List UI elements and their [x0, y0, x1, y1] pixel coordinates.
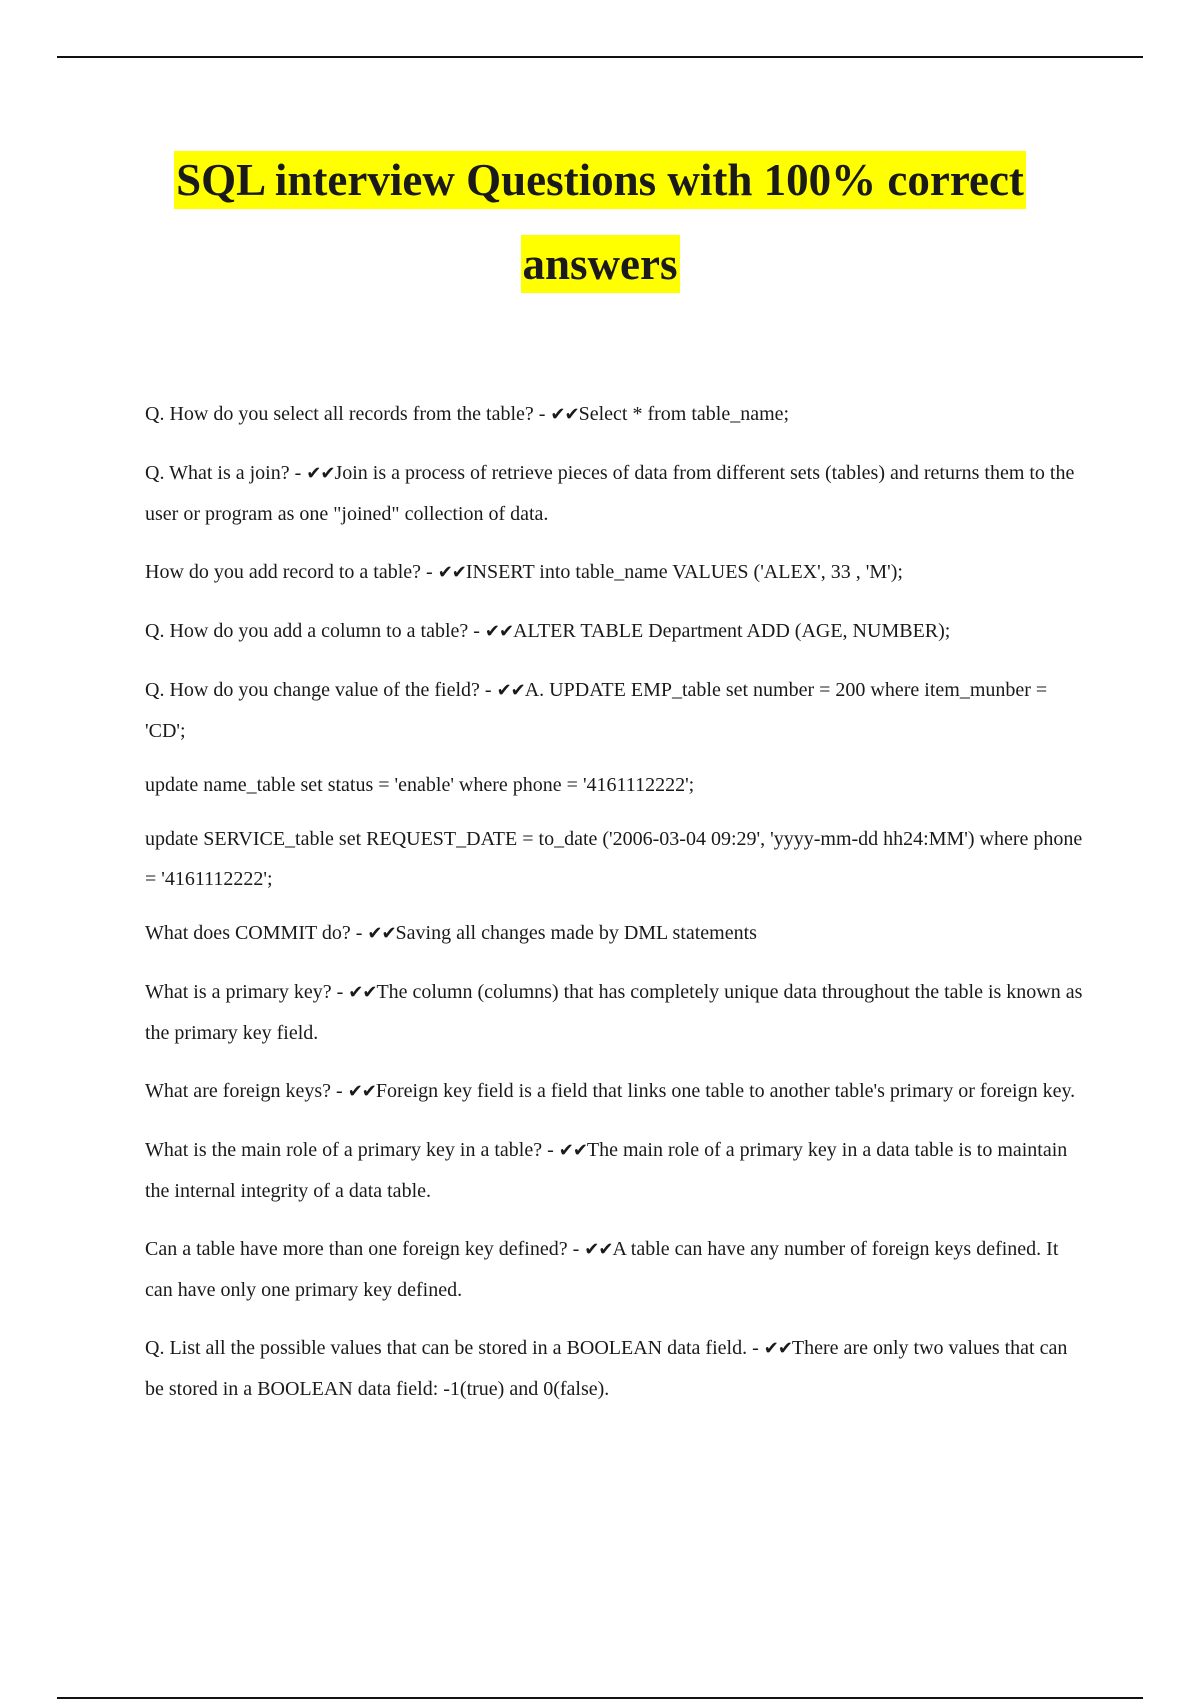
- answer-text: ALTER TABLE Department ADD (AGE, NUMBER);: [513, 620, 951, 642]
- double-check-icon: ✔✔: [348, 982, 377, 1003]
- page-title: [100, 138, 1100, 306]
- title-line-2: answers: [521, 235, 680, 293]
- answer-text: Foreign key field is a field that links one table to another table's primary or foreign key.: [375, 1080, 1076, 1102]
- qa-entry: [145, 552, 1085, 593]
- qa-entry: [145, 1229, 1085, 1310]
- double-check-icon: ✔✔: [484, 621, 514, 642]
- question-text: Q. How do you change value of the field? -: [145, 679, 497, 701]
- answer-text: The main role of a primary key in a data table is to maintain the internal integrity of a data table.: [145, 1139, 1068, 1202]
- answer-text: There are only two values that can be stored in a BOOLEAN data field: -1(true) and 0(false).: [145, 1337, 1068, 1400]
- qa-list: [145, 394, 1085, 1427]
- qa-entry: [145, 453, 1085, 534]
- question-text: What does COMMIT do? -: [145, 922, 368, 944]
- double-check-icon: ✔✔: [550, 404, 579, 425]
- double-check-icon: ✔✔: [347, 1081, 376, 1102]
- qa-entry: [145, 1071, 1085, 1112]
- question-text: What is a primary key? -: [145, 981, 349, 1003]
- bottom-rule: [57, 1697, 1143, 1699]
- question-text: Q. How do you add a column to a table? -: [145, 620, 485, 642]
- answer-text: A table can have any number of foreign keys defined. It can have only one primary key defined.: [145, 1238, 1059, 1301]
- answer-continuation: update SERVICE_table set REQUEST_DATE = to_date ('2006-03-04 09:29', 'yyyy-mm-dd hh24:MM') where phone = '4161112222';: [145, 828, 1083, 890]
- double-check-icon: ✔✔: [306, 463, 335, 484]
- double-check-icon: ✔✔: [437, 562, 466, 583]
- answer-continuation: update name_table set status = 'enable' where phone = '4161112222';: [145, 774, 695, 796]
- qa-entry: [145, 611, 1085, 652]
- double-check-icon: ✔✔: [367, 923, 396, 944]
- qa-entry: [145, 1130, 1085, 1211]
- double-check-icon: ✔✔: [763, 1338, 792, 1359]
- qa-entry: [145, 1328, 1085, 1409]
- double-check-icon: ✔✔: [496, 680, 525, 701]
- answer-text: Join is a process of retrieve pieces of data from different sets (tables) and returns them to the user or program as one "joined" collection of data.: [145, 462, 1075, 525]
- qa-entry: [145, 913, 1085, 954]
- answer-text: INSERT into table_name VALUES ('ALEX', 33 , 'M');: [465, 561, 903, 583]
- question-text: Q. List all the possible values that can be stored in a BOOLEAN data field. -: [145, 1337, 764, 1359]
- qa-entry: [145, 670, 1085, 751]
- question-text: Q. What is a join? -: [145, 462, 307, 484]
- question-text: How do you add record to a table? -: [145, 561, 438, 583]
- answer-text: The column (columns) that has completely unique data throughout the table is known as the primary key field.: [145, 981, 1083, 1044]
- qa-entry: [145, 972, 1085, 1053]
- answer-text: Saving all changes made by DML statements: [395, 922, 757, 944]
- qa-entry: [145, 394, 1085, 435]
- question-text: Q. How do you select all records from the table? -: [145, 403, 551, 425]
- title-line-1: SQL interview Questions with 100% correct: [174, 151, 1026, 209]
- top-rule: [57, 56, 1143, 58]
- answer-text: Select * from table_name;: [578, 403, 790, 425]
- question-text: What is the main role of a primary key in a table? -: [145, 1139, 559, 1161]
- answer-text: A. UPDATE EMP_table set number = 200 where item_munber = 'CD';: [145, 679, 1048, 742]
- question-text: What are foreign keys? -: [145, 1080, 348, 1102]
- question-text: Can a table have more than one foreign key defined? -: [145, 1238, 585, 1260]
- double-check-icon: ✔✔: [584, 1239, 613, 1260]
- double-check-icon: ✔✔: [558, 1140, 587, 1161]
